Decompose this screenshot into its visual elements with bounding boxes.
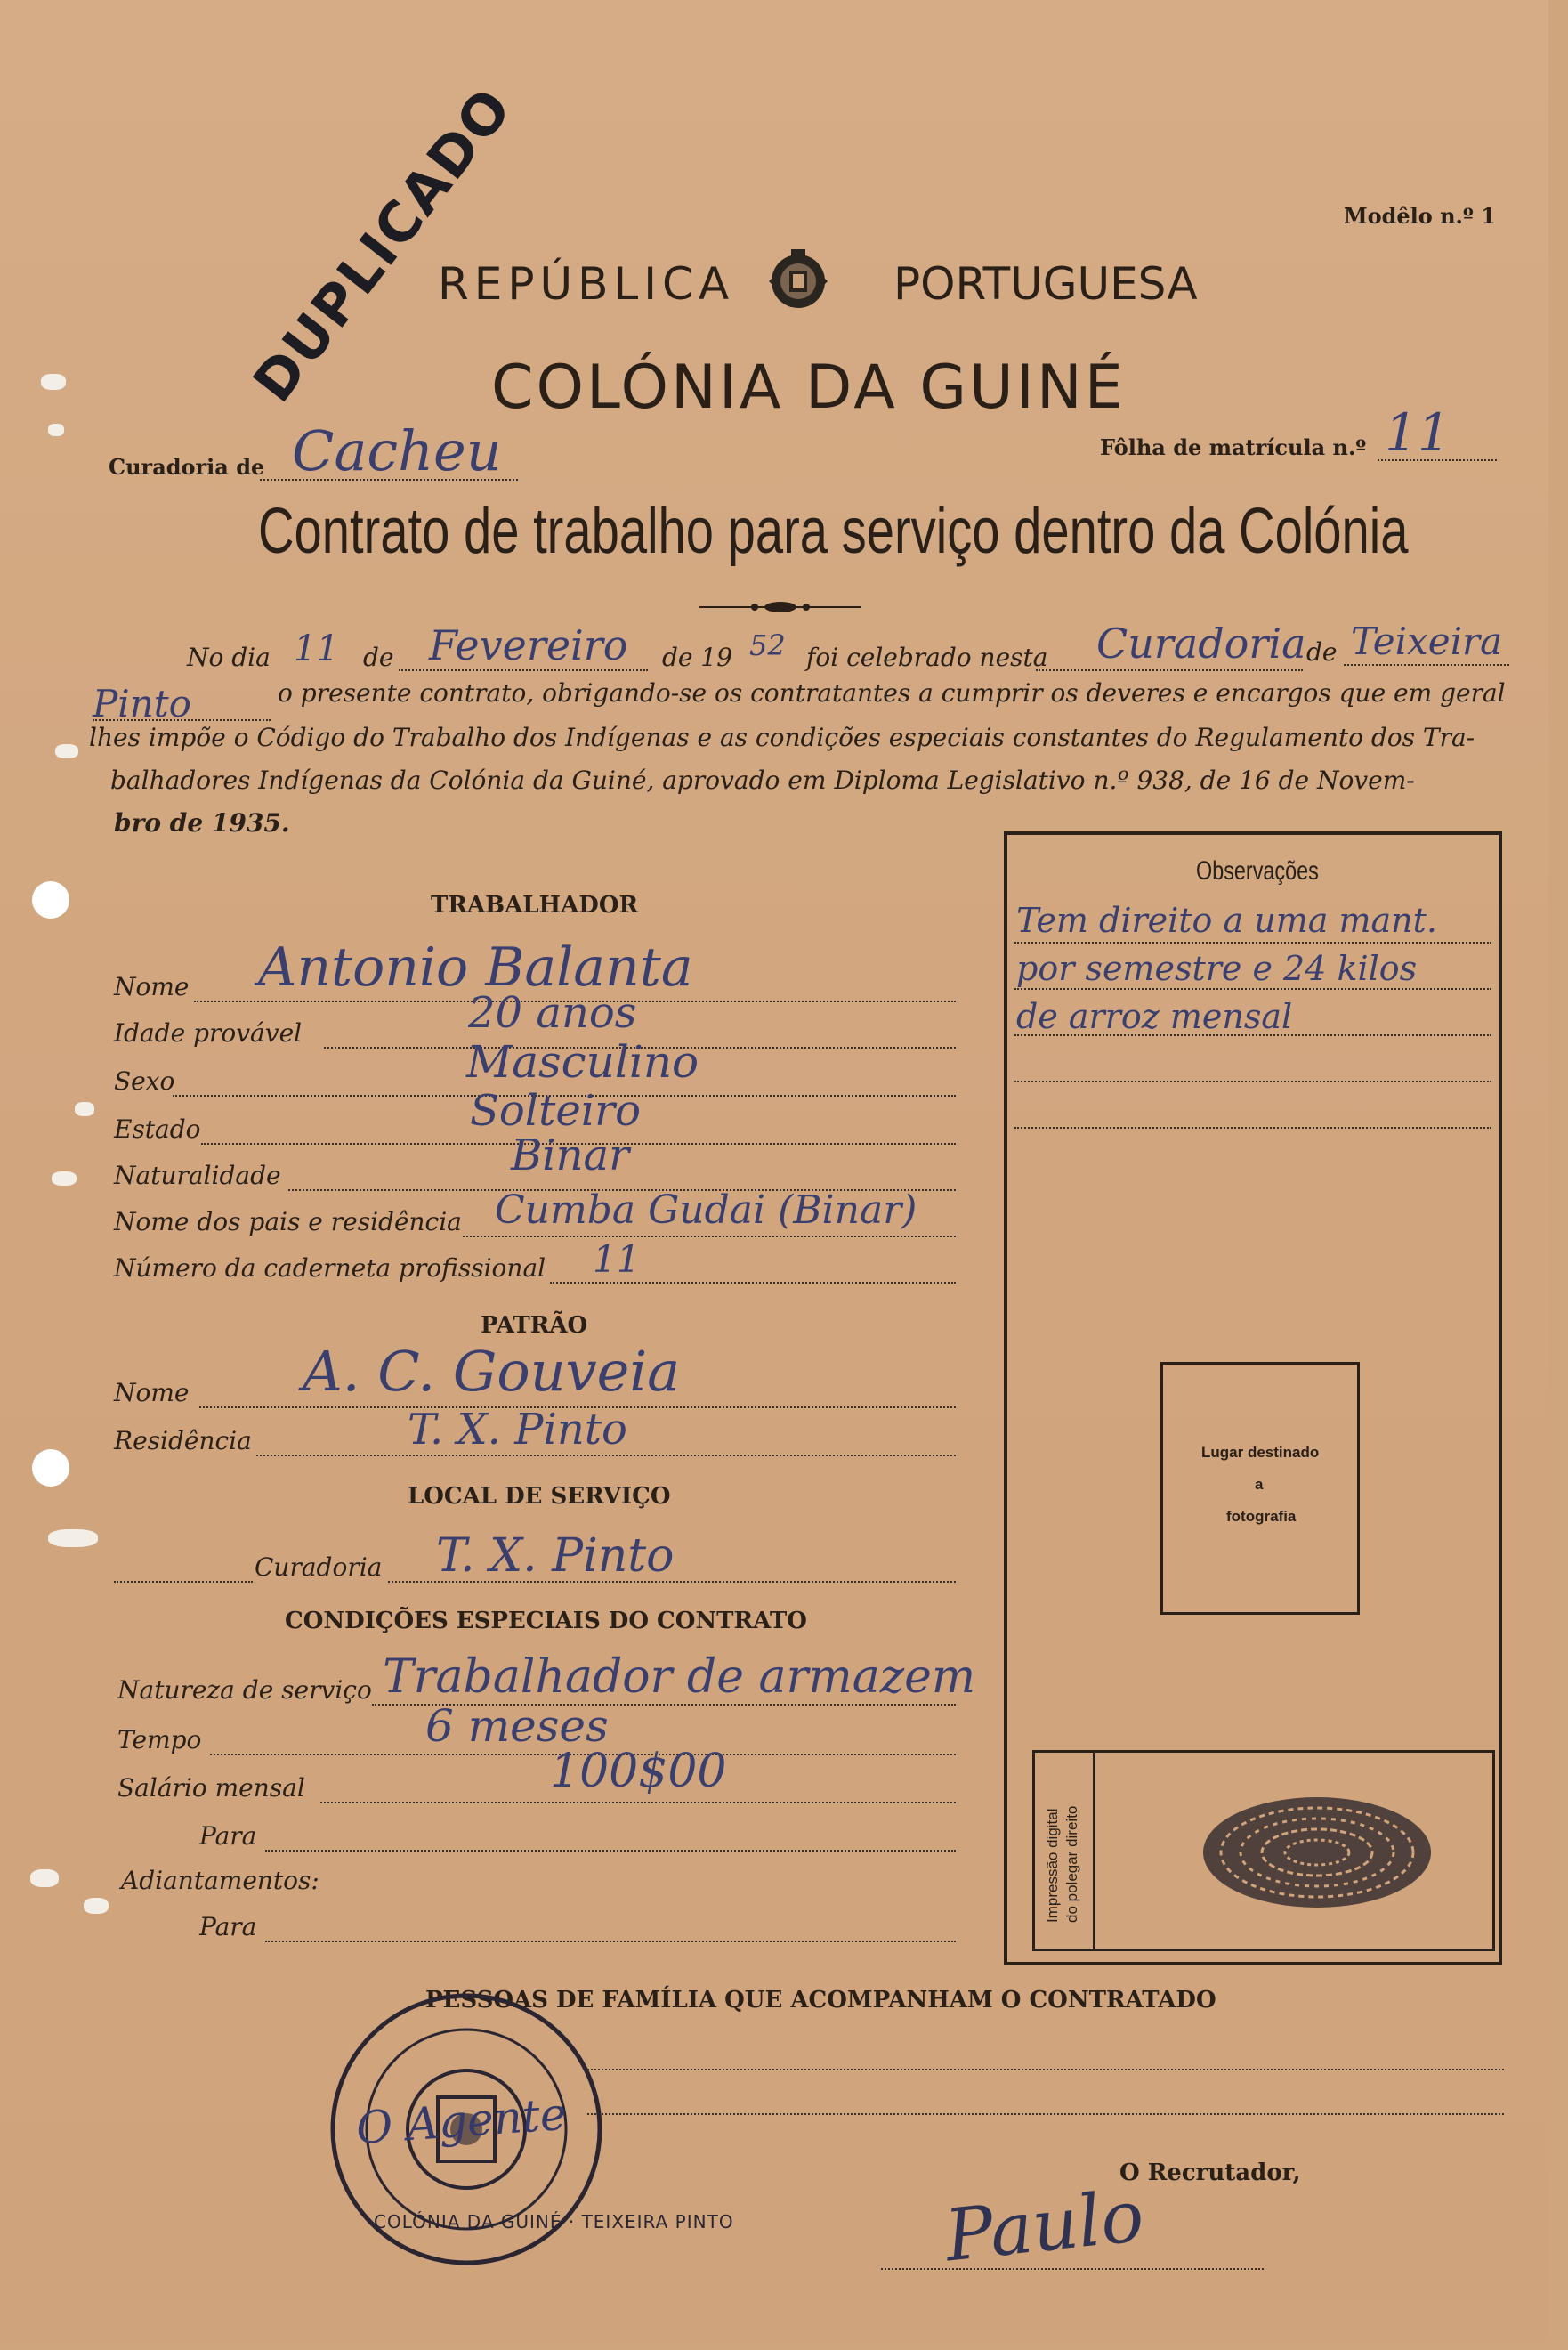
torn-edge [41, 374, 66, 390]
familia-line [587, 2113, 1504, 2115]
cond-value-salario: 100$00 [550, 1745, 727, 1798]
curadoria-label: Curadoria de [109, 454, 265, 480]
field-line [265, 1941, 956, 1942]
intro-de2: de 19 [662, 643, 733, 672]
field-line [256, 1455, 956, 1456]
seal-signature: O Agente [354, 2087, 569, 2155]
cond-label-para2: Para [199, 1912, 257, 1941]
torn-edge [30, 1869, 59, 1887]
obs-line [1014, 988, 1491, 990]
familia-heading: PESSOAS DE FAMÍLIA QUE ACOMPANHAM O CONTRATADO [425, 1987, 1216, 2014]
familia-line [587, 2069, 1504, 2070]
field-label-nome: Nome [114, 972, 190, 1001]
intro-local2-line [1344, 664, 1509, 666]
intro-de1: de [363, 643, 394, 672]
torn-edge [48, 1529, 98, 1547]
obs-line [1014, 1081, 1491, 1082]
thumbprint-label-line2: do polegar direito [1063, 1805, 1080, 1923]
cond-label-salario: Salário mensal [117, 1773, 305, 1803]
field-value-idade: 20 anos [468, 988, 637, 1038]
cond-label-para: Para [199, 1821, 257, 1851]
intro-line5: bro de 1935. [114, 808, 290, 838]
condicoes-heading: CONDIÇÕES ESPECIAIS DO CONTRATO [285, 1608, 807, 1634]
field-label-naturalidade: Naturalidade [114, 1161, 281, 1190]
intro-local-line [1036, 669, 1303, 671]
field-line [463, 1236, 956, 1237]
intro-local3-line [93, 719, 271, 721]
punch-hole [32, 881, 69, 919]
observacoes-line-3: de arroz mensal [1016, 997, 1293, 1036]
intro-dia-value: 11 [294, 628, 339, 669]
intro-local3-value: Pinto [93, 682, 191, 725]
folha-label: Fôlha de matrícula n.º [1100, 434, 1367, 460]
field-line [550, 1282, 956, 1284]
intro-local2-value: Teixeira [1351, 620, 1503, 663]
field-label-caderneta: Número da caderneta profissional [114, 1253, 546, 1283]
field-line [114, 1581, 253, 1583]
patrao-label-nome: Nome [114, 1378, 190, 1407]
intro-line4: balhadores Indígenas da Colónia da Guiné, aprovado em Diploma Legislativo n.º 938, de 16 de Novem- [110, 766, 1415, 795]
field-label-pais: Nome dos pais e residência [114, 1207, 462, 1236]
curadoria-value: Cacheu [292, 418, 502, 483]
thumbprint-label-line1: Impressão digital [1044, 1808, 1061, 1923]
recrutador-signature: Paulo [941, 2174, 1148, 2278]
observacoes-line-1: Tem direito a uma mant. [1016, 901, 1437, 940]
republica-left: REPÚBLICA [438, 258, 735, 310]
recrutador-line [881, 2268, 1264, 2270]
intro-mes-line [399, 669, 648, 671]
punch-hole [32, 1449, 69, 1487]
cond-value-natureza: Trabalhador de armazem [383, 1650, 976, 1704]
trabalhador-heading: TRABALHADOR [431, 892, 639, 919]
torn-edge [84, 1898, 109, 1914]
intro-foi-celebrado: foi celebrado nesta [806, 643, 1048, 672]
ornament-divider-icon [698, 598, 863, 616]
torn-edge [75, 1102, 94, 1116]
field-label-idade: Idade provável [114, 1018, 303, 1048]
patrao-heading: PATRÃO [481, 1312, 588, 1339]
thumbprint-label [1043, 1798, 1096, 1923]
cond-label-natureza: Natureza de serviço [117, 1675, 372, 1705]
field-value-estado: Solteiro [470, 1086, 642, 1136]
intro-mes-value: Fevereiro [429, 621, 628, 669]
photo-box-line1: Lugar destinado [1201, 1444, 1320, 1461]
duplicado-stamp: DUPLICADO [240, 75, 525, 414]
intro-line2: o presente contrato, obrigando-se os contratantes a cumprir os deveres e encargos que em geral [278, 678, 1506, 708]
cond-label-adiantamentos: Adiantamentos: [121, 1866, 319, 1895]
local-servico-heading: LOCAL DE SERVIÇO [408, 1483, 671, 1510]
torn-edge [52, 1171, 77, 1186]
torn-edge [48, 424, 64, 436]
field-value-naturalidade: Binar [511, 1130, 630, 1180]
local-servico-label: Curadoria [255, 1552, 383, 1582]
field-value-nome: Antonio Balanta [258, 936, 693, 999]
republica-right: PORTUGUESA [893, 258, 1198, 310]
intro-ano-value: 52 [749, 628, 786, 662]
torn-edge [55, 744, 78, 758]
modelo-number: Modêlo n.º 1 [1344, 203, 1496, 229]
colonia-heading: COLÓNIA DA GUINÉ [491, 352, 1126, 423]
contract-title: Contrato de trabalho para serviço dentro da Colónia [258, 496, 1409, 567]
field-value-caderneta: 11 [593, 1237, 641, 1281]
intro-line3: lhes impõe o Código do Trabalho dos Indígenas e as condições especiais constantes do Regulamento dos Tra- [89, 723, 1475, 752]
observacoes-heading: Observações [1196, 856, 1319, 886]
patrao-value-residencia: T. X. Pinto [408, 1405, 627, 1455]
field-line [265, 1850, 956, 1852]
cond-value-tempo: 6 meses [425, 1700, 609, 1752]
official-seal-text: COLÓNIA DA GUINÉ · TEIXEIRA PINTO [374, 2211, 734, 2232]
photo-box-line3: fotografia [1226, 1508, 1297, 1525]
folha-value: 11 [1385, 402, 1451, 463]
thumbprint-icon [1192, 1786, 1442, 1919]
field-label-estado: Estado [114, 1114, 201, 1144]
intro-no-dia: No dia [187, 643, 271, 672]
patrao-value-nome: A. C. Gouveia [303, 1339, 681, 1404]
obs-line [1014, 1127, 1491, 1129]
field-label-sexo: Sexo [114, 1066, 175, 1096]
recrutador-label: O Recrutador, [1119, 2160, 1301, 2186]
field-value-sexo: Masculino [466, 1036, 699, 1088]
field-line [320, 1802, 956, 1803]
obs-line [1014, 942, 1491, 944]
coat-of-arms-icon [762, 246, 835, 317]
intro-de3: de [1306, 637, 1338, 667]
patrao-label-residencia: Residência [114, 1426, 252, 1455]
local-servico-value: T. X. Pinto [436, 1529, 675, 1583]
observacoes-line-2: por semestre e 24 kilos [1016, 949, 1418, 988]
intro-local-value: Curadoria [1096, 620, 1306, 668]
field-value-pais: Cumba Gudai (Binar) [495, 1187, 917, 1233]
photo-box-line2: a [1255, 1476, 1264, 1493]
cond-label-tempo: Tempo [117, 1725, 202, 1754]
